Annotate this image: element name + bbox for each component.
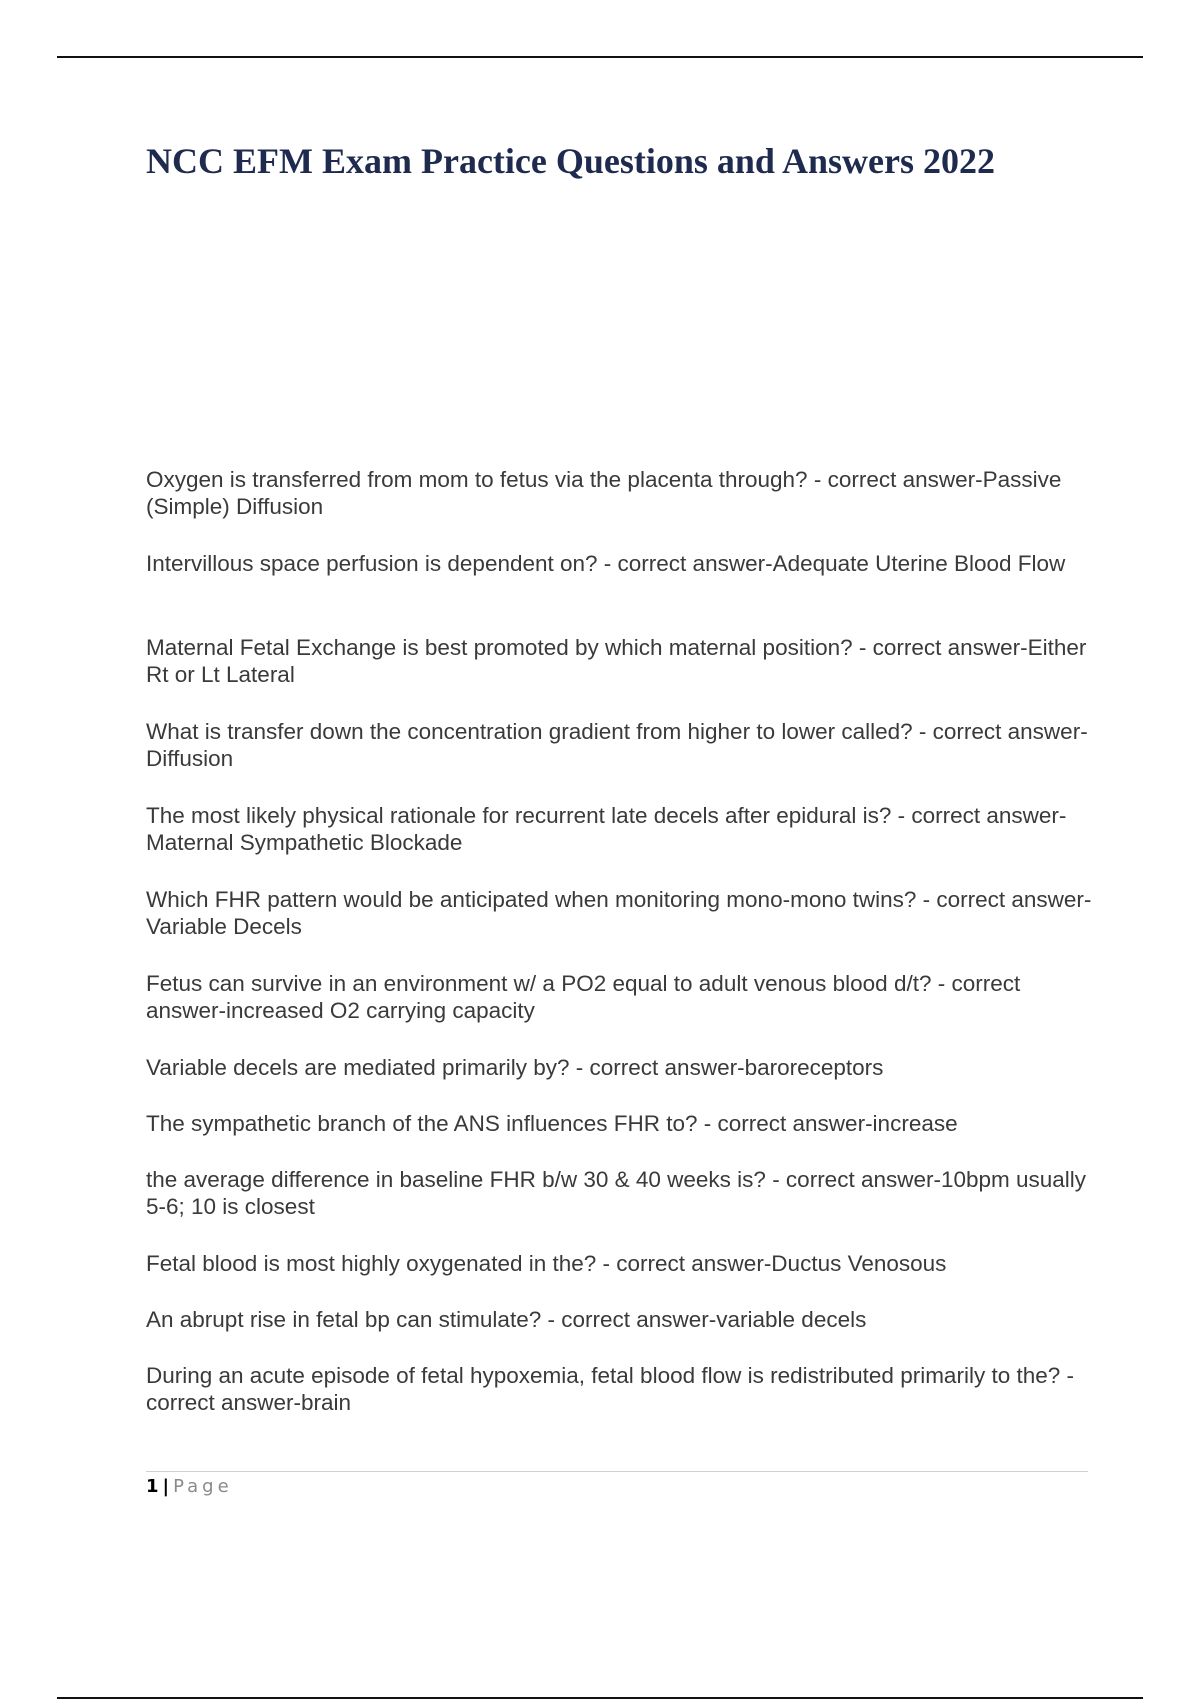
qa-item: Maternal Fetal Exchange is best promoted by which maternal position? - correct answer-Either Rt or Lt Lateral (146, 635, 1087, 687)
bottom-rule (57, 1697, 1143, 1699)
qa-item: During an acute episode of fetal hypoxemia, fetal blood flow is redistributed primarily to the? - correct answer-brain (146, 1363, 1074, 1415)
top-rule (57, 56, 1143, 58)
qa-item: Fetus can survive in an environment w/ a PO2 equal to adult venous blood d/t? - correct answer-increased O2 carrying capacity (146, 971, 1021, 1023)
qa-item: Fetal blood is most highly oxygenated in the? - correct answer-Ductus Venosous (146, 1251, 947, 1276)
page-number: 1 (146, 1476, 159, 1497)
qa-item: the average difference in baseline FHR b/w 30 & 40 weeks is? - correct answer-10bpm usually 5-6; 10 is closest (146, 1167, 1087, 1219)
qa-item: Oxygen is transferred from mom to fetus via the placenta through? - correct answer-Passive (Simple) Diffusion (146, 467, 1062, 519)
page-label: Page (173, 1476, 233, 1497)
qa-item: The most likely physical rationale for recurrent late decels after epidural is? - correct answer-Maternal Sympathetic Blockade (146, 803, 1067, 855)
qa-list (146, 466, 1096, 1446)
qa-item: Variable decels are mediated primarily by? - correct answer-baroreceptors (146, 1055, 884, 1080)
qa-item: An abrupt rise in fetal bp can stimulate? - correct answer-variable decels (146, 1307, 867, 1332)
qa-item: Which FHR pattern would be anticipated when monitoring mono-mono twins? - correct answer-Variable Decels (146, 887, 1092, 939)
qa-item: The sympathetic branch of the ANS influences FHR to? - correct answer-increase (146, 1111, 958, 1136)
qa-item: Intervillous space perfusion is dependent on? - correct answer-Adequate Uterine Blood Flow (146, 551, 1066, 576)
page-footer (146, 1476, 233, 1497)
qa-item: What is transfer down the concentration gradient from higher to lower called? - correct answer-Diffusion (146, 719, 1088, 771)
page-title: NCC EFM Exam Practice Questions and Answers 2022 (146, 141, 995, 181)
footer-rule (146, 1471, 1088, 1472)
page-separator: | (162, 1476, 170, 1497)
